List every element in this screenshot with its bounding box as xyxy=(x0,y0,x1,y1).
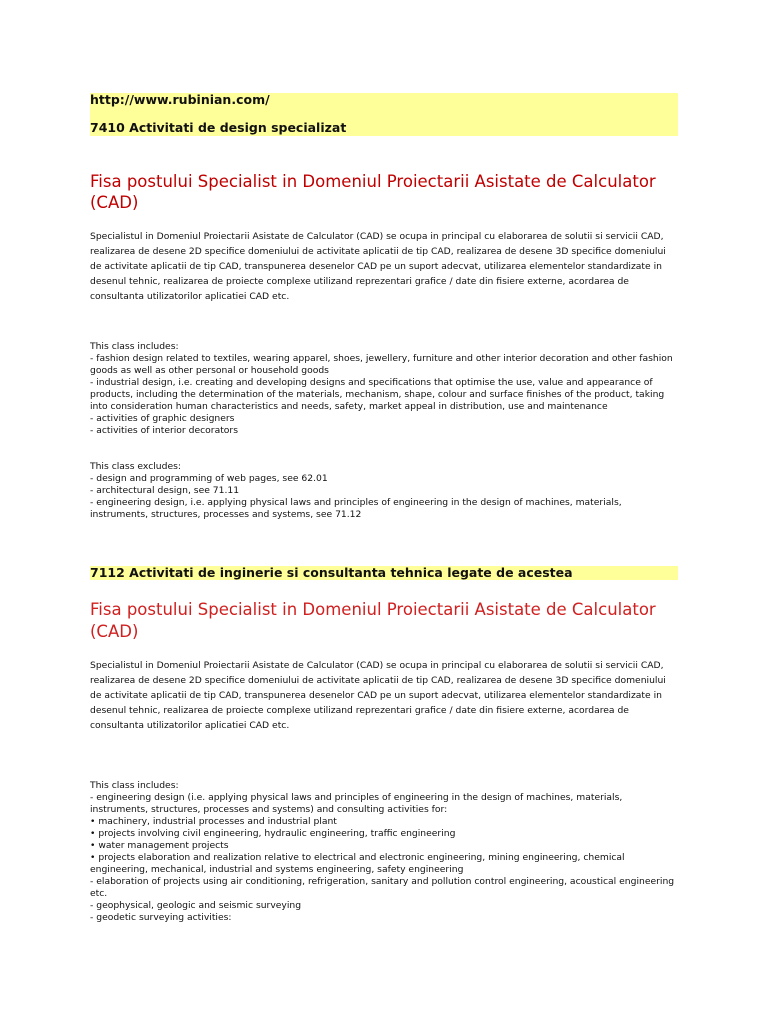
list-item: • machinery, industrial processes and industrial plant xyxy=(90,816,337,827)
list-item: - engineering design, i.e. applying physical laws and principles of engineering in the design of machines, materials, instruments, structures, processes and systems, see 71.12 xyxy=(90,497,622,520)
list-item: • projects elaboration and realization relative to electrical and electronic engineering, mining engineering, chemical engineering, mechanical, industrial and systems engineering, safety engineering xyxy=(90,852,625,875)
section2-title: Fisa postului Specialist in Domeniul Proiectarii Asistate de Calculator (CAD) xyxy=(90,600,656,641)
section1-excludes xyxy=(90,461,680,521)
list-item: • projects involving civil engineering, hydraulic engineering, traffic engineering xyxy=(90,828,456,839)
list-item: - geodetic surveying activities: xyxy=(90,912,232,923)
excludes-heading: This class excludes: xyxy=(90,461,181,472)
section1-includes xyxy=(90,341,680,437)
list-item: - fashion design related to textiles, wearing apparel, shoes, jewellery, furniture and other interior decoration and other fashion goods as well as other personal or household goods xyxy=(90,353,673,376)
list-item: - activities of interior decorators xyxy=(90,425,238,436)
includes-heading: This class includes: xyxy=(90,341,179,352)
section1-title: Fisa postului Specialist in Domeniul Proiectarii Asistate de Calculator (CAD) xyxy=(90,172,656,212)
code-7112-heading: 7112 Activitati de inginerie si consultanta tehnica legate de acestea xyxy=(90,565,573,580)
section1-description: Specialistul in Domeniul Proiectarii Asistate de Calculator (CAD) se ocupa in principal cu elaborarea de solutii si servicii CAD, realizarea de desene 2D specifice domeniului de activitate aplicatii de tip CAD, realizarea de desene 3D specifice domeniului de activitate aplicatii de tip CAD, transpunerea desenelor CAD pe un suport adecvat, utilizarea elementelor standardizate in desenul tehnic, realizarea de proiecte complexe utilizand reprezentari grafice / date din fisiere externe, acordarea de consultanta utilizatorilor aplicatiei CAD etc. xyxy=(90,231,666,302)
list-item: - architectural design, see 71.11 xyxy=(90,485,240,496)
list-item: - industrial design, i.e. creating and developing designs and specifications that optimise the use, value and appearance of products, including the determination of the materials, mechanism, shape, colour and surface finishes of the product, taking into consideration human characteristics and needs, safety, market appeal in distribution, use and maintenance xyxy=(90,377,665,412)
list-item: - geophysical, geologic and seismic surveying xyxy=(90,900,302,911)
list-item: - activities of graphic designers xyxy=(90,413,235,424)
list-item: - engineering design (i.e. applying physical laws and principles of engineering in the design of machines, materials, instruments, structures, processes and systems) and consulting activities for: xyxy=(90,792,623,815)
list-item: - design and programming of web pages, see 62.01 xyxy=(90,473,328,484)
list-item: • water management projects xyxy=(90,840,229,851)
website-link[interactable]: http://www.rubinian.com/ xyxy=(90,92,270,107)
includes-heading: This class includes: xyxy=(90,780,179,791)
code-7410-heading: 7410 Activitati de design specializat xyxy=(90,120,347,135)
section2-description: Specialistul in Domeniul Proiectarii Asistate de Calculator (CAD) se ocupa in principal cu elaborarea de solutii si servicii CAD, realizarea de desene 2D specifice domeniului de activitate aplicatii de tip CAD, realizarea de desene 3D specifice domeniului de activitate aplicatii de tip CAD, transpunerea desenelor CAD pe un suport adecvat, utilizarea elementelor standardizate in desenul tehnic, realizarea de proiecte complexe utilizand reprezentari grafice / date din fisiere externe, acordarea de consultanta utilizatorilor aplicatiei CAD etc. xyxy=(90,660,666,731)
list-item: - elaboration of projects using air conditioning, refrigeration, sanitary and pollution control engineering, acoustical engineering etc. xyxy=(90,876,675,899)
section2-includes xyxy=(90,780,680,924)
